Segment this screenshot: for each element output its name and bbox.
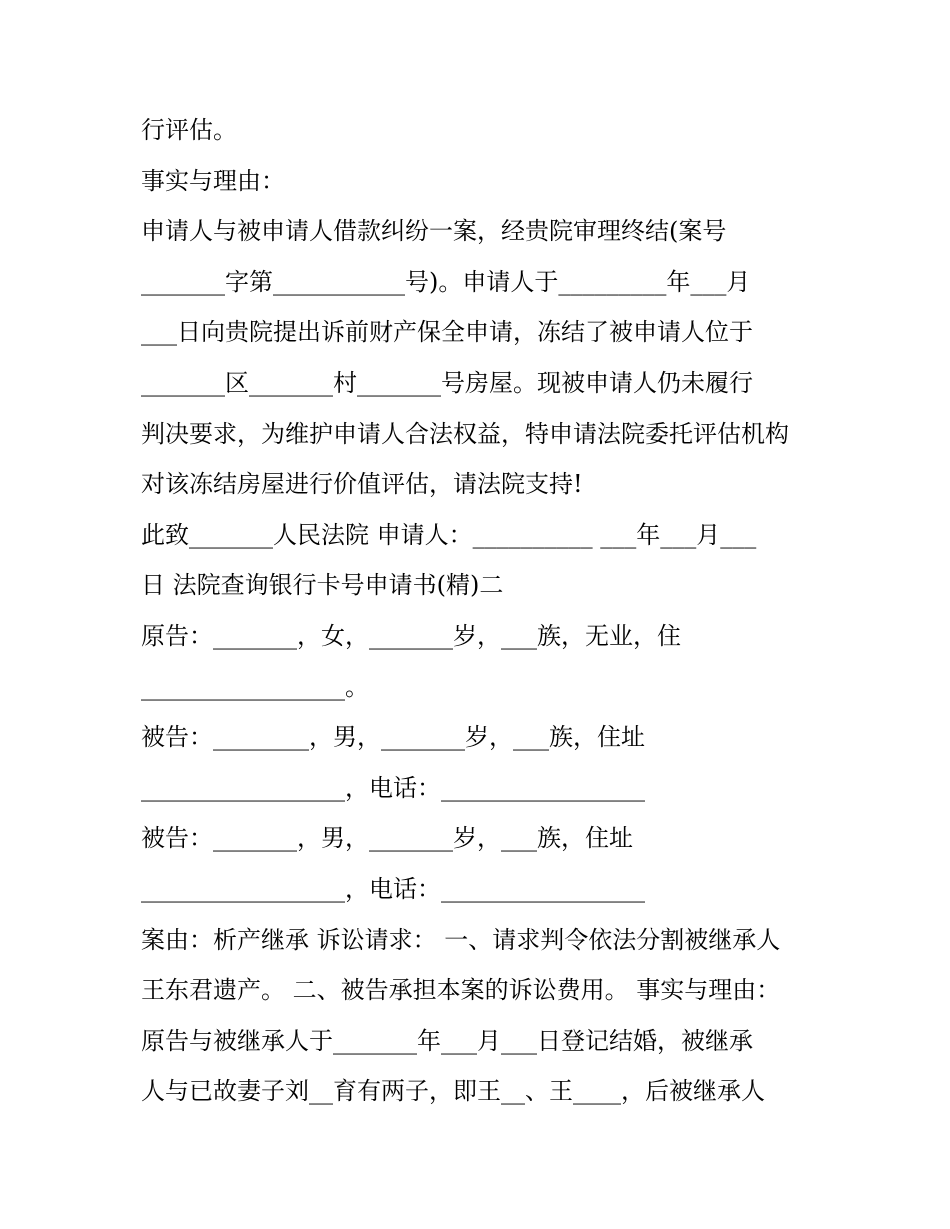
text-line-18: 王东君遗产。 二、被告承担本案的诉讼费用。 事实与理由： (141, 976, 781, 1005)
document-body (141, 105, 821, 1117)
text-line-5: ___日向贵院提出诉前财产保全申请，冻结了被申请人位于 (141, 318, 753, 347)
text-line-17: 案由：析产继承 诉讼请求： 一、请求判令依法分割被继承人 (141, 925, 781, 954)
text-line-6: _______区_______村_______号房屋。现被申请人仍未履行 (141, 368, 753, 397)
text-line-15: 被告：_______，男，_______岁，___族，住址 (141, 824, 633, 853)
text-line-4: _______字第___________号)。申请人于_________年___月 (141, 267, 751, 296)
text-line-1: 行评估。 (141, 116, 237, 144)
text-line-13: 被告：________，男，_______岁，___族，住址 (141, 723, 645, 752)
text-line-20: 人与已故妻子刘__育有两子，即王__、王____，后被继承人 (141, 1077, 765, 1106)
text-line-11: 原告：_______，女，_______岁，___族，无业，住 (141, 621, 681, 650)
text-line-8: 对该冻结房屋进行价值评估，请法院支持! (141, 470, 583, 499)
text-line-16: _________________，电话：_________________ (141, 874, 645, 903)
text-line-14: _________________，电话：_________________ (141, 773, 645, 802)
text-line-2: 事实与理由： (141, 166, 285, 195)
text-line-19: 原告与被继承人于_______年___月___日登记结婚，被继承 (141, 1026, 753, 1055)
text-line-10: 日 法院查询银行卡号申请书(精)二 (141, 571, 504, 600)
text-line-9: 此致_______人民法院 申请人：__________ ___年___月___ (141, 520, 757, 549)
text-line-7: 判决要求，为维护申请人合法权益，特申请法院委托评估机构 (141, 419, 789, 448)
text-line-12: _________________。 (141, 672, 369, 701)
text-line-3: 申请人与被申请人借款纠纷一案，经贵院审理终结(案号 (141, 217, 727, 246)
